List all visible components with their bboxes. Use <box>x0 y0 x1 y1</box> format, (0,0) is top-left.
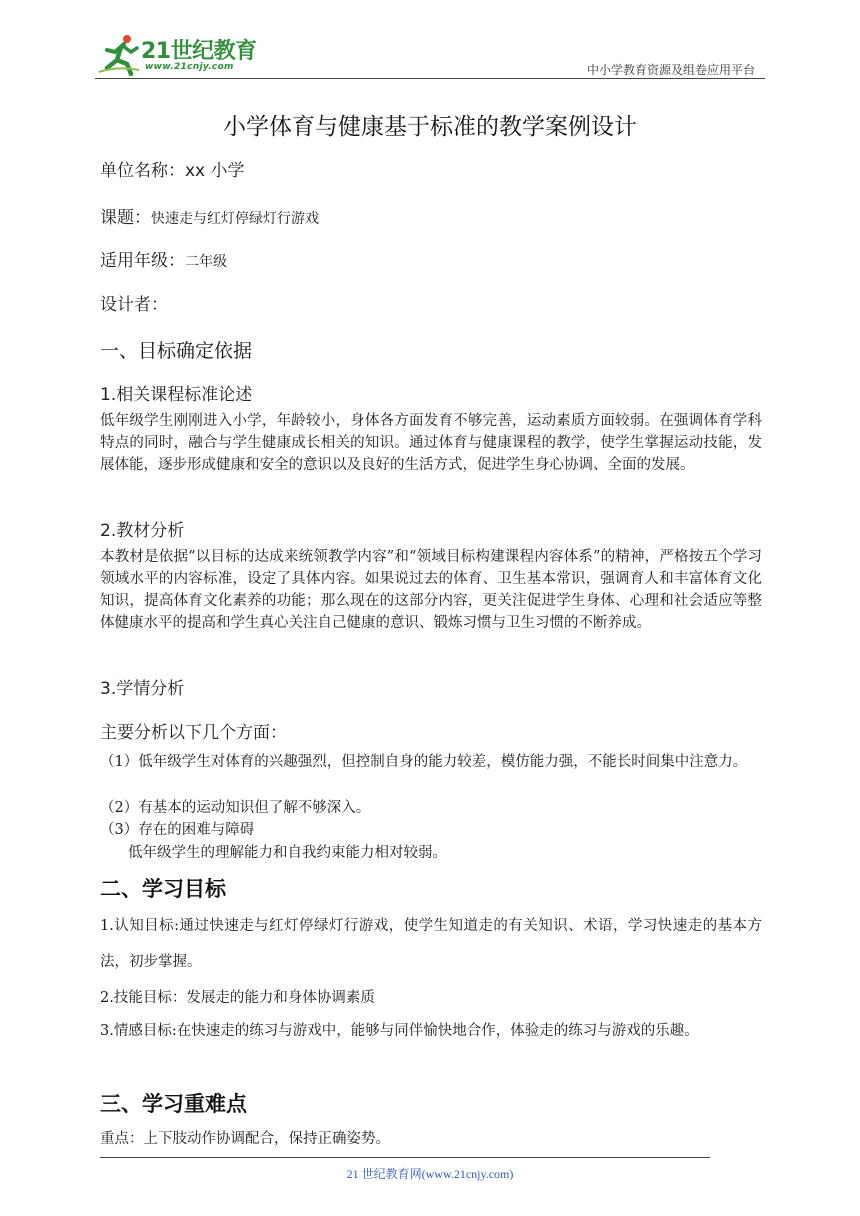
document-title: 小学体育与健康基于标准的教学案例设计 <box>223 114 637 140</box>
header-platform-text: 中小学教育资源及组卷应用平台 <box>586 63 755 77</box>
section1-sub2-heading: 2.教材分析 <box>100 521 185 541</box>
section2-goal2: 2.技能目标：发展走的能力和身体协调素质 <box>100 990 375 1006</box>
section1-sub3-item1: （1）低年级学生对体育的兴趣强烈，但控制自身的能力较差，模仿能力强，不能长时间集中注意力。 <box>100 754 748 770</box>
section1-sub3-item2: （2）有基本的运动知识但了解不够深入。 <box>100 800 371 816</box>
section3-heading: 三、学习重难点 <box>100 1092 247 1116</box>
topic-label: 课题： <box>100 208 151 228</box>
footer-link[interactable]: 21 世纪教育网(www.21cnjy.com) <box>346 1167 514 1181</box>
section1-sub1-text: 低年级学生刚刚进入小学，年龄较小，身体各方面发育不够完善，运动素质方面较弱。在强调体育学科特点的同时，融合与学生健康成长相关的知识。通过体育与健康课程的教学，使学生掌握运动技能，发展体能，逐步形成健康和安全的意识以及良好的生活方式，促进学生身心协调、全面的发展。 <box>100 413 762 473</box>
section1-heading: 一、目标确定依据 <box>100 340 253 362</box>
runner-logo-icon <box>97 32 141 76</box>
header-divider <box>95 78 765 79</box>
site-logo[interactable] <box>95 28 265 80</box>
topic-line <box>100 203 319 228</box>
section1-sub3-intro: 主要分析以下几个方面： <box>100 723 287 743</box>
logo-text: 21世纪教育 <box>141 39 257 64</box>
section1-sub3-item3-detail: 低年级学生的理解能力和自我约束能力相对较弱。 <box>128 845 447 861</box>
section1-sub3-heading: 3.学情分析 <box>100 679 185 699</box>
section3-key-point: 重点：上下肢动作协调配合，保持正确姿势。 <box>100 1131 390 1147</box>
topic-value: 快速走与红灯停绿灯行游戏 <box>151 211 319 227</box>
designer: 设计者： <box>100 295 168 315</box>
logo-url: www.21cnjy.com <box>145 62 234 72</box>
page-header <box>95 28 765 80</box>
section1-sub1-heading: 1.相关课程标准论述 <box>100 385 253 405</box>
section2-goal3: 3.情感目标:在快速走的练习与游戏中，能够与同伴愉快地合作，体验走的练习与游戏的乐趣。 <box>100 1023 699 1039</box>
footer-divider <box>100 1157 710 1158</box>
grade-value: 二年级 <box>185 254 227 270</box>
section2-heading: 二、学习目标 <box>100 877 226 901</box>
grade-line <box>100 246 227 271</box>
section1-sub2-text: 本教材是依据“以目标的达成来统领教学内容”和“领域目标构建课程内容体系”的精神，严格按五个学习领域水平的内容标准，设定了具体内容。如果说过去的体育、卫生基本常识，强调育人和丰富体育文化知识，提高体育文化素养的功能；那么现在的这部分内容，更关注促进学生身体、心理和社会适应等整体健康水平的提高和学生真心关注自己健康的意识、锻炼习惯与卫生习惯的不断养成。 <box>100 549 762 631</box>
section2-goal1: 1.认知目标:通过快速走与红灯停绿灯行游戏，使学生知道走的有关知识、术语，学习快速走的基本方法，初步掌握。 <box>100 918 762 970</box>
grade-label: 适用年级： <box>100 251 185 271</box>
section1-sub3-item3: （3）存在的困难与障碍 <box>100 822 255 838</box>
unit-name: 单位名称：xx 小学 <box>100 161 245 181</box>
